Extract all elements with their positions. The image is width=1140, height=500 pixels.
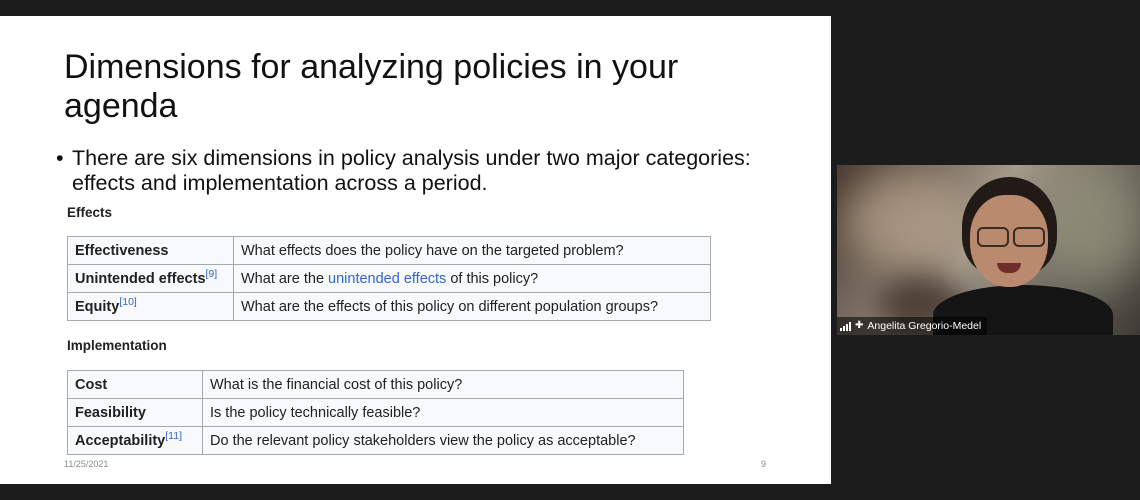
slide-number: 9 <box>761 459 767 469</box>
dimension-cell <box>68 371 203 399</box>
dimension-cell <box>68 427 203 455</box>
question-cell: What are the effects of this policy on different population groups? <box>234 293 711 321</box>
participant-name-bar <box>837 317 987 335</box>
pin-icon[interactable]: ✚ <box>855 320 864 331</box>
dimension-cell <box>68 237 234 265</box>
dimension-label: Feasibility <box>75 404 146 421</box>
bullet-text: There are six dimensions in policy analysis under two major categories: effects and implementation across a period. <box>72 146 751 195</box>
effects-table <box>67 236 711 321</box>
table-row <box>68 371 684 399</box>
bullet-dot-icon: • <box>56 146 64 170</box>
citation-link[interactable]: [9] <box>205 267 218 280</box>
question-cell: What effects does the policy have on the targeted problem? <box>234 237 711 265</box>
table-row <box>68 237 711 265</box>
question-cell: Is the policy technically feasible? <box>203 399 684 427</box>
shared-slide <box>0 16 831 484</box>
implementation-heading: Implementation <box>67 338 167 353</box>
signal-strength-icon <box>840 322 851 331</box>
dimension-label: Unintended effects <box>75 270 206 287</box>
effects-heading: Effects <box>67 205 113 220</box>
question-cell: Do the relevant policy stakeholders view the policy as acceptable? <box>203 427 684 455</box>
table-row <box>68 293 711 321</box>
unintended-effects-link[interactable]: unintended effects <box>328 270 447 287</box>
dimension-cell <box>68 293 234 321</box>
participant-name: Angelita Gregorio-Medel <box>867 320 982 332</box>
slide-title: Dimensions for analyzing policies in your agenda <box>64 48 679 125</box>
table-row <box>68 427 684 455</box>
glasses-icon <box>1013 227 1045 247</box>
citation-link[interactable]: [10] <box>119 295 137 308</box>
table-row <box>68 399 684 427</box>
citation-link[interactable]: [11] <box>165 429 182 442</box>
question-cell: What is the financial cost of this policy? <box>203 371 684 399</box>
implementation-table <box>67 370 684 455</box>
glasses-icon <box>977 227 1009 247</box>
bullet-point <box>56 146 776 196</box>
dimension-label: Equity <box>75 298 120 315</box>
question-cell: What are the unintended effects of this policy? <box>234 265 711 293</box>
dimension-cell <box>68 399 203 427</box>
dimension-label: Effectiveness <box>75 242 169 259</box>
dimension-cell <box>68 265 234 293</box>
participant-video-tile[interactable] <box>837 165 1140 335</box>
dimension-label: Cost <box>75 376 108 393</box>
slide-date: 11/25/2021 <box>64 459 109 469</box>
table-row <box>68 265 711 293</box>
dimension-label: Acceptability <box>75 432 166 449</box>
